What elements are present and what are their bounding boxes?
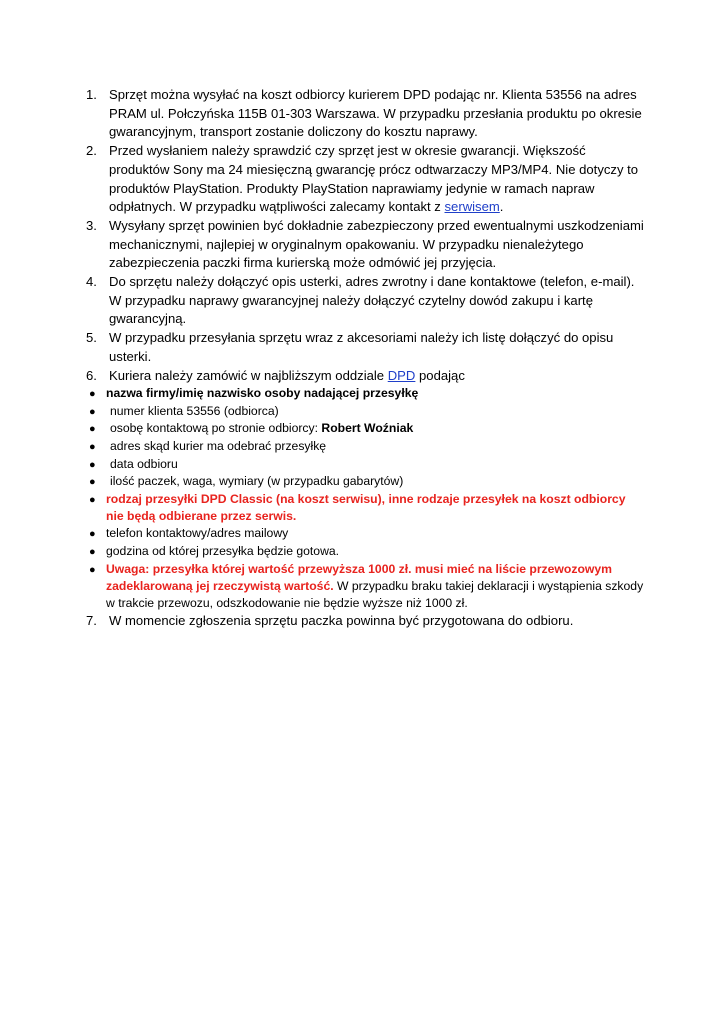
bullet-icon: ● — [89, 405, 96, 418]
list-item-number: 6. — [86, 367, 97, 383]
order-details-list — [86, 385, 646, 611]
bullet-item — [86, 473, 646, 490]
list-item-number: 4. — [86, 274, 97, 290]
bullet-icon: ● — [89, 423, 96, 436]
list-item-text: W momencie zgłoszenia sprzętu paczka powinna być przygotowana do odbioru. — [109, 613, 574, 629]
bullet-text: adres skąd kurier ma odebrać przesyłkę — [110, 439, 327, 454]
bullet-item — [86, 543, 646, 560]
list-item-text-tail: . — [499, 199, 504, 215]
bullet-text: ilość paczek, waga, wymiary (w przypadku gabarytów) — [110, 474, 404, 489]
list-item-number: 2. — [86, 143, 97, 159]
bullet-icon: ● — [89, 546, 96, 558]
instructions-list — [86, 86, 646, 385]
bullet-item — [86, 438, 646, 455]
bullet-icon: ● — [89, 458, 96, 471]
list-item — [86, 612, 646, 631]
bullet-text-warning: Uwaga: przesyłka której wartość przewyższa 1000 zł. musi mieć na liście przewozowym zadeklarowaną jej rzeczywistą wartość. — [106, 561, 612, 593]
bullet-text: godzina od której przesyłka będzie gotowa. — [106, 544, 340, 558]
list-item-text: Kuriera należy zamówić w najbliższym oddziale — [109, 367, 388, 383]
bullet-icon: ● — [89, 388, 96, 401]
bullet-item — [86, 525, 646, 542]
bullet-icon: ● — [89, 493, 96, 506]
list-item — [86, 217, 646, 273]
list-item — [86, 273, 646, 329]
bullet-icon: ● — [89, 528, 96, 541]
bullet-text: numer klienta 53556 (odbiorca) — [110, 403, 279, 418]
bullet-item — [86, 561, 646, 612]
document-body — [86, 86, 646, 631]
list-item — [86, 329, 646, 366]
list-item-text: Wysyłany sprzęt powinien być dokładnie zabezpieczony przed ewentualnymi uszkodzeniami mechanicznymi, najlepiej w oryginalnym opakowaniu. W przypadku nienależytego zabezpieczenia paczki firma kurierską może odmówić jej przyjęcia. — [109, 217, 644, 271]
bullet-text-warning: rodzaj przesyłki DPD Classic (na koszt serwisu), inne rodzaje przesyłek na koszt odbiorcy nie będą odbierane przez serwis. — [106, 491, 626, 523]
instructions-list-continued — [86, 612, 646, 631]
bullet-item — [86, 385, 646, 402]
list-item — [86, 142, 646, 217]
list-item-text: W przypadku przesyłania sprzętu wraz z akcesoriami należy ich listę dołączyć do opisu usterki. — [109, 330, 614, 364]
bullet-icon: ● — [89, 563, 96, 576]
list-item-number: 5. — [86, 330, 97, 346]
list-item-number: 1. — [86, 87, 97, 102]
dpd-link[interactable]: DPD — [387, 367, 416, 383]
list-item-text-tail: podając — [415, 367, 465, 383]
bullet-text: nazwa firmy/imię nazwisko osoby nadającej przesyłkę — [106, 386, 419, 401]
bullet-item — [86, 491, 646, 525]
list-item-number: 7. — [86, 613, 97, 629]
list-item-text: Sprzęt można wysyłać na koszt odbiorcy kurierem DPD podając nr. Klienta 53556 na adres PRAM ul. Połczyńska 115B 01-303 Warszawa. W przypadku przesłania produktu po okresie gwarancyjnym, transport zostanie doliczony do kosztu naprawy. — [109, 87, 642, 140]
bullet-item — [86, 456, 646, 473]
bullet-item — [86, 420, 646, 437]
bullet-text: data odbioru — [110, 456, 178, 471]
bullet-text: W przypadku braku takiej deklaracji i wystąpienia szkody w trakcie przewozu, odszkodowanie nie będzie wyższe niż 1000 zł. — [106, 578, 644, 610]
bullet-item — [86, 403, 646, 420]
list-item-number: 3. — [86, 217, 97, 233]
bullet-text: osobę kontaktową po stronie odbiorcy: — [110, 421, 322, 436]
list-item-text: Przed wysłaniem należy sprawdzić czy sprzęt jest w okresie gwarancji. Większość produktów Sony ma 24 miesięczną gwarancję prócz odtwarzaczy MP3/MP4. Nie dotyczy to produktów PlayStation. Produkty PlayStation naprawiamy jedynie w ramach napraw odpłatnych. W przypadku wątpliwości zalecamy kontakt z — [109, 143, 639, 215]
list-item-text: Do sprzętu należy dołączyć opis usterki, adres zwrotny i dane kontaktowe (telefon, e-mail). W przypadku naprawy gwarancyjnej należy dołączyć czytelny dowód zakupu i kartę gwarancyjną. — [109, 274, 635, 327]
list-item — [86, 367, 646, 386]
contact-person-name: Robert Woźniak — [321, 421, 414, 436]
serwis-link[interactable]: serwisem — [444, 199, 500, 215]
list-item — [86, 86, 646, 142]
bullet-icon: ● — [89, 441, 96, 454]
bullet-icon: ● — [89, 476, 96, 489]
bullet-text: telefon kontaktowy/adres mailowy — [106, 526, 289, 541]
